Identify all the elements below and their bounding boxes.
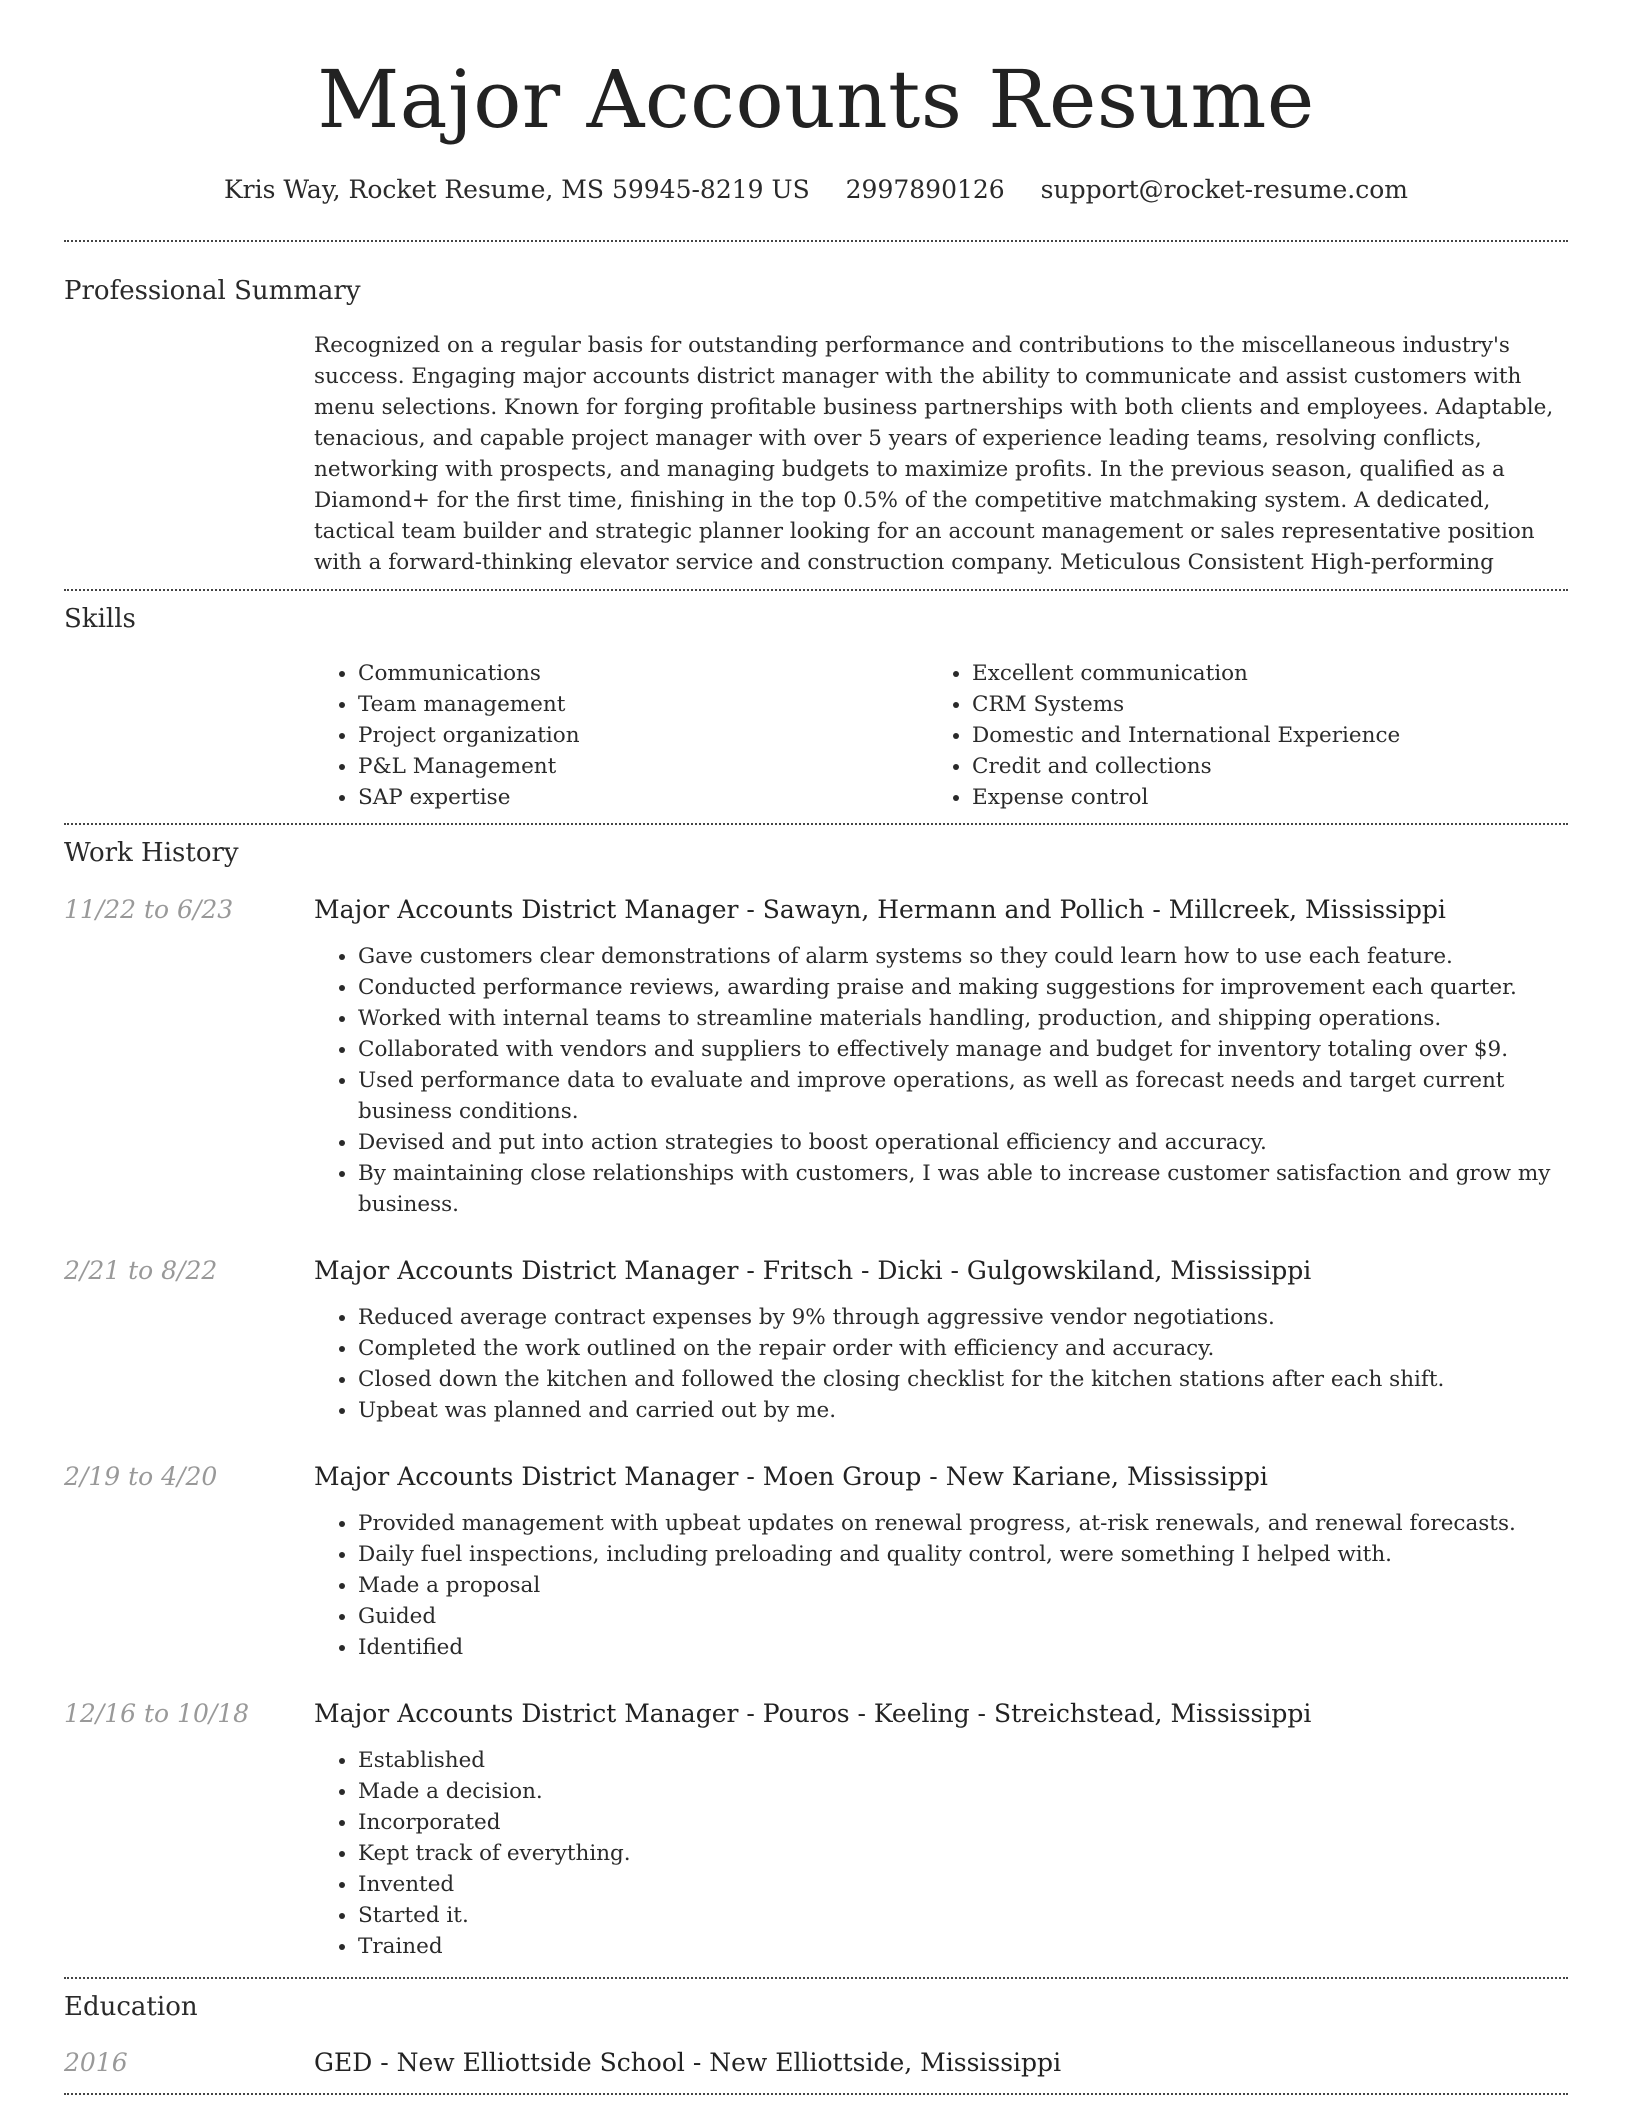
education-entry (64, 2047, 1568, 2079)
section-heading-work-history: Work History (64, 838, 239, 868)
job-bullet: • By maintaining close relationships with customers, I was able to increase customer satisfaction and grow my business. (358, 1158, 1568, 1220)
job-bullet: • Devised and put into action strategies to boost operational efficiency and accuracy. (358, 1127, 1568, 1158)
job-bullet: • Identified (358, 1632, 1568, 1663)
job-entry (64, 894, 1568, 1220)
job-bullet: • Incorporated (358, 1807, 1568, 1838)
job-bullet: • Collaborated with vendors and suppliers to effectively manage and budget for inventory totaling over $9. (358, 1034, 1568, 1065)
summary-text: Recognized on a regular basis for outstanding performance and contributions to the miscellaneous industry's success. Engaging major accounts district manager with the ability to communicate and assist customers with menu selections. Known for forging profitable business partnerships with both clients and employees. Adaptable, tenacious, and capable project manager with over 5 years of experience leading teams, resolving conflicts, networking with prospects, and managing budgets to maximize profits. In the previous season, qualified as a Diamond+ for the first time, finishing in the top 0.5% of the competitive matchmaking system. A dedicated, tactical team builder and strategic planner looking for an account management or sales representative position with a forward-thinking elevator service and construction company. Meticulous Consistent High-performing (314, 333, 1554, 575)
section-heading-education: Education (64, 1992, 198, 2022)
summary-section (64, 242, 1568, 589)
job-dates: 2/21 to 8/22 (64, 1256, 218, 1285)
job-bullets (314, 941, 1568, 1220)
job-bullet: • Reduced average contract expenses by 9% through aggressive vendor negotiations. (358, 1302, 1568, 1333)
skill-item: • Expense control (972, 782, 1542, 813)
skills-list-left (314, 658, 928, 813)
skill-item: • Domestic and International Experience (972, 720, 1542, 751)
job-bullet: • Worked with internal teams to streamline materials handling, production, and shipping operations. (358, 1003, 1568, 1034)
education-section (64, 1979, 1568, 2093)
job-title: Major Accounts District Manager - Fritsch - Dicki - Gulgowskiland, Mississippi (314, 1256, 1312, 1285)
resume-header (64, 0, 1568, 206)
contact-email: support@rocket-resume.com (1040, 175, 1408, 204)
summary-content (314, 330, 1568, 578)
job-title: Major Accounts District Manager - Moen Group - New Kariane, Mississippi (314, 1462, 1268, 1491)
job-dates: 12/16 to 10/18 (64, 1699, 250, 1728)
job-dates: 2/19 to 4/20 (64, 1462, 218, 1491)
education-title: GED - New Elliottside School - New Elliottside, Mississippi (314, 2048, 1062, 2077)
contact-phone: 2997890126 (845, 175, 1005, 204)
skills-grid (314, 658, 1568, 813)
job-bullet: • Upbeat was planned and carried out by me. (358, 1395, 1568, 1426)
job-bullet: • Conducted performance reviews, awarding praise and making suggestions for improvement each quarter. (358, 972, 1568, 1003)
contact-line (64, 174, 1568, 206)
job-entry (64, 1461, 1568, 1663)
job-title: Major Accounts District Manager - Sawayn, Hermann and Pollich - Millcreek, Mississippi (314, 895, 1446, 924)
job-bullet: • Invented (358, 1869, 1568, 1900)
job-bullets (314, 1508, 1568, 1663)
job-bullets (314, 1302, 1568, 1426)
job-entry (64, 1255, 1568, 1426)
skill-item: • Project organization (358, 720, 928, 751)
job-bullet: • Closed down the kitchen and followed the closing checklist for the kitchen stations after each shift. (358, 1364, 1568, 1395)
job-bullet: • Daily fuel inspections, including preloading and quality control, were something I helped with. (358, 1539, 1568, 1570)
job-body (314, 894, 1568, 1220)
job-bullet: • Established (358, 1745, 1568, 1776)
job-bullet: • Provided management with upbeat updates on renewal progress, at-risk renewals, and renewal forecasts. (358, 1508, 1568, 1539)
skill-item: • SAP expertise (358, 782, 928, 813)
resume-title: Major Accounts Resume (317, 53, 1315, 146)
job-bullets (314, 1745, 1568, 1962)
skill-item: • Credit and collections (972, 751, 1542, 782)
skill-item: • Team management (358, 689, 928, 720)
job-bullet: • Made a decision. (358, 1776, 1568, 1807)
job-dates: 11/22 to 6/23 (64, 895, 234, 924)
job-bullet: • Made a proposal (358, 1570, 1568, 1601)
work-history-section (64, 825, 1568, 1977)
section-divider (64, 2093, 1568, 2095)
job-body (314, 1698, 1568, 1962)
job-entry (64, 1698, 1568, 1962)
skills-section (64, 591, 1568, 823)
job-bullet: • Gave customers clear demonstrations of alarm systems so they could learn how to use each feature. (358, 941, 1568, 972)
section-heading-skills: Skills (64, 604, 136, 634)
contact-address: Kris Way, Rocket Resume, MS 59945-8219 US (224, 175, 810, 204)
skill-item: • P&L Management (358, 751, 928, 782)
job-bullet: • Started it. (358, 1900, 1568, 1931)
job-bullet: • Used performance data to evaluate and improve operations, as well as forecast needs and target current business conditions. (358, 1065, 1568, 1127)
job-body (314, 1255, 1568, 1426)
education-year: 2016 (64, 2048, 128, 2077)
education-body (314, 2047, 1568, 2079)
job-bullet: • Kept track of everything. (358, 1838, 1568, 1869)
job-bullet: • Guided (358, 1601, 1568, 1632)
job-bullet: • Trained (358, 1931, 1568, 1962)
skill-item: • Communications (358, 658, 928, 689)
job-bullet: • Completed the work outlined on the repair order with efficiency and accuracy. (358, 1333, 1568, 1364)
skill-item: • CRM Systems (972, 689, 1542, 720)
skill-item: • Excellent communication (972, 658, 1542, 689)
skills-list-right (928, 658, 1542, 813)
job-body (314, 1461, 1568, 1663)
job-title: Major Accounts District Manager - Pouros - Keeling - Streichstead, Mississippi (314, 1699, 1312, 1728)
skills-column-right (928, 658, 1542, 813)
skills-column-left (314, 658, 928, 813)
section-heading-summary: Professional Summary (64, 276, 361, 306)
